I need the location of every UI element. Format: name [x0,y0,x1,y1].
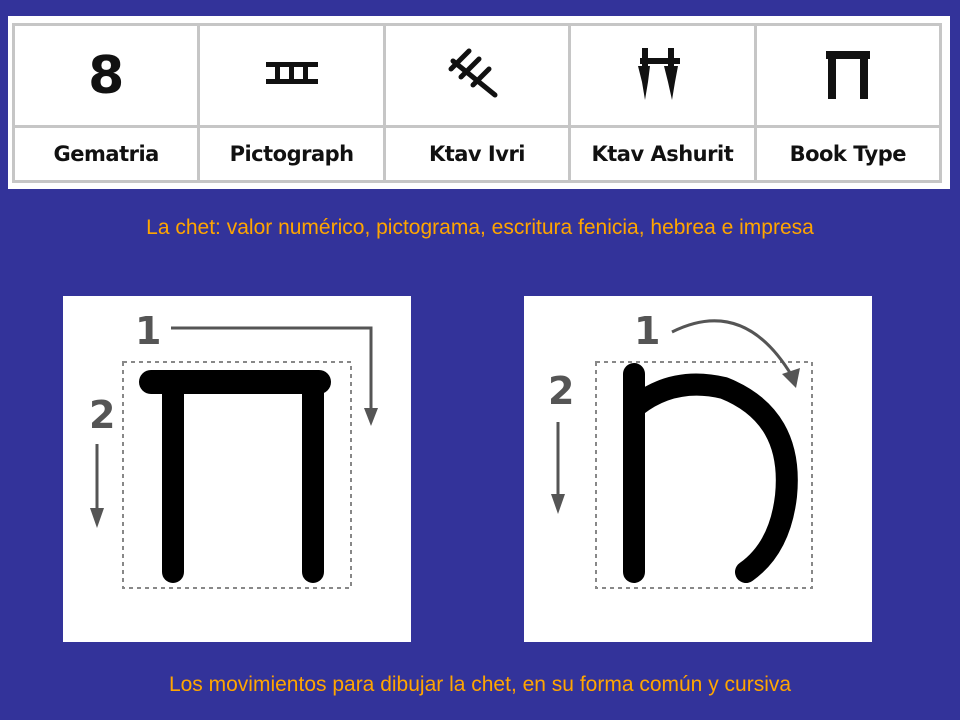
cursive-chet-stroke-diagram [524,296,872,642]
pictograph-fence-icon [264,60,320,86]
stroke-panel-cursive [524,296,872,642]
label-gematria: Gematria [14,127,199,182]
label-pictograph: Pictograph [199,127,384,182]
label-ktav-ashurit: Ktav Ashurit [570,127,755,182]
glyph-row [14,25,941,127]
ktav-ashurit-chet-icon [632,44,692,102]
pictograph-cell [199,25,384,127]
step-1-arrow-icon [364,408,378,426]
ktav-ivri-chet-icon [447,47,507,99]
step-1-label: 1 [135,309,162,353]
chet-common-glyph [151,382,319,572]
ktav-ivri-cell [384,25,569,127]
step-2-label: 2 [89,393,116,437]
book-type-chet-icon [820,45,876,101]
letter-table [12,23,942,183]
step-2-arrow-icon [551,494,565,514]
gematria-value: 8 [88,45,125,106]
step-2-arrow-icon [90,508,104,528]
book-type-cell [755,25,940,127]
caption-top: La chet: valor numérico, pictograma, escritura fenicia, hebrea e impresa [146,216,814,239]
ktav-ashurit-cell [570,25,755,127]
label-row [14,127,941,182]
step-1-arrow-line [672,321,792,376]
step-2-label: 2 [548,369,575,413]
step-1-label: 1 [634,309,661,353]
step-1-arrow-icon [782,368,800,388]
chet-cursive-glyph [634,374,787,572]
gematria-cell [14,25,199,127]
caption-bottom: Los movimientos para dibujar la chet, en su forma común y cursiva [168,673,792,696]
stroke-panel-common [63,296,411,642]
common-chet-stroke-diagram [63,296,411,642]
label-ktav-ivri: Ktav Ivri [384,127,569,182]
label-book-type: Book Type [755,127,940,182]
letter-table-panel [8,16,950,189]
